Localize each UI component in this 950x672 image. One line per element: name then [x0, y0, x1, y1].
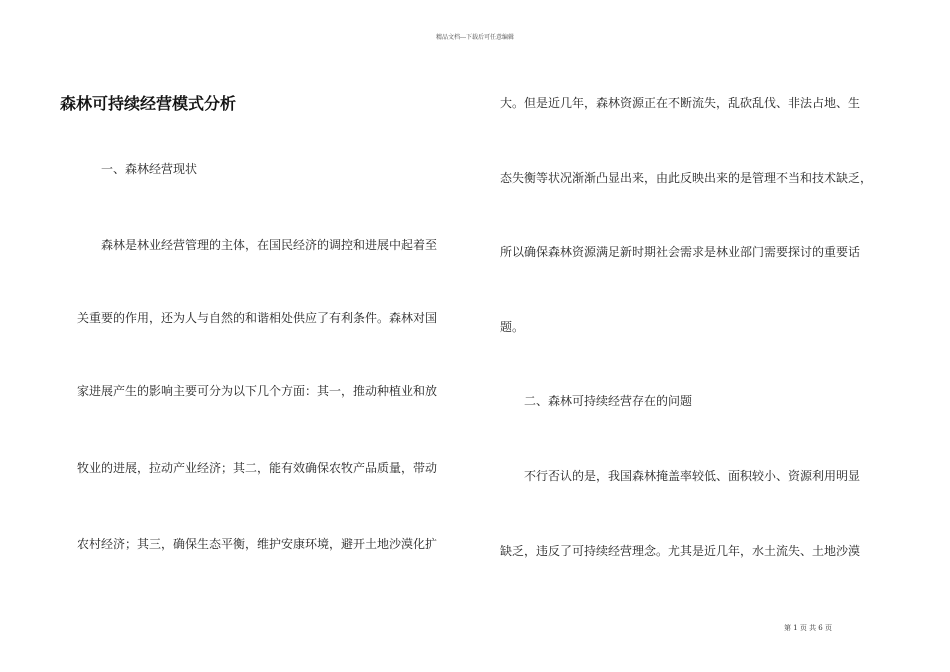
- paragraph-line: 森林是林业经营管理的主体，在国民经济的调控和进展中起着至: [77, 238, 438, 252]
- paragraph-line: 牧业的进展，拉动产业经济；其二，能有效确保农牧产品质量，带动: [77, 461, 438, 475]
- paragraph-line: 态失衡等状况渐渐凸显出来，由此反映出来的是管理不当和技术缺乏，: [500, 171, 873, 185]
- paragraph-line: 大。但是近几年，森林资源正在不断流失，乱砍乱伐、非法占地、生: [500, 96, 861, 110]
- paragraph-line: 题。: [500, 320, 525, 334]
- paragraph-line: 所以确保森林资源满足新时期社会需求是林业部门需要探讨的重要话: [500, 245, 861, 259]
- section-heading-1: 一、森林经营现状: [77, 162, 198, 176]
- header-note: 精品文档---下载后可任意编辑: [435, 34, 515, 41]
- paragraph-line: 家进展产生的影响主要可分为以下几个方面：其一，推动种植业和放: [77, 384, 438, 398]
- paragraph-line: 不行否认的是，我国森林掩盖率较低、面积较小、资源利用明显: [500, 469, 861, 483]
- page-number: 第 1 页 共 6 页: [783, 624, 832, 632]
- section-heading-2: 二、森林可持续经营存在的问题: [500, 394, 693, 408]
- paragraph-line: 关重要的作用，还为人与自然的和谐相处供应了有利条件。森林对国: [77, 311, 438, 325]
- paragraph-line: 缺乏，违反了可持续经营理念。尤其是近几年，水土流失、土地沙漠: [500, 544, 861, 558]
- paragraph-line: 农村经济；其三，确保生态平衡，维护安康环境，避开土地沙漠化扩: [77, 537, 438, 551]
- document-title: 森林可持续经营模式分析: [60, 94, 237, 113]
